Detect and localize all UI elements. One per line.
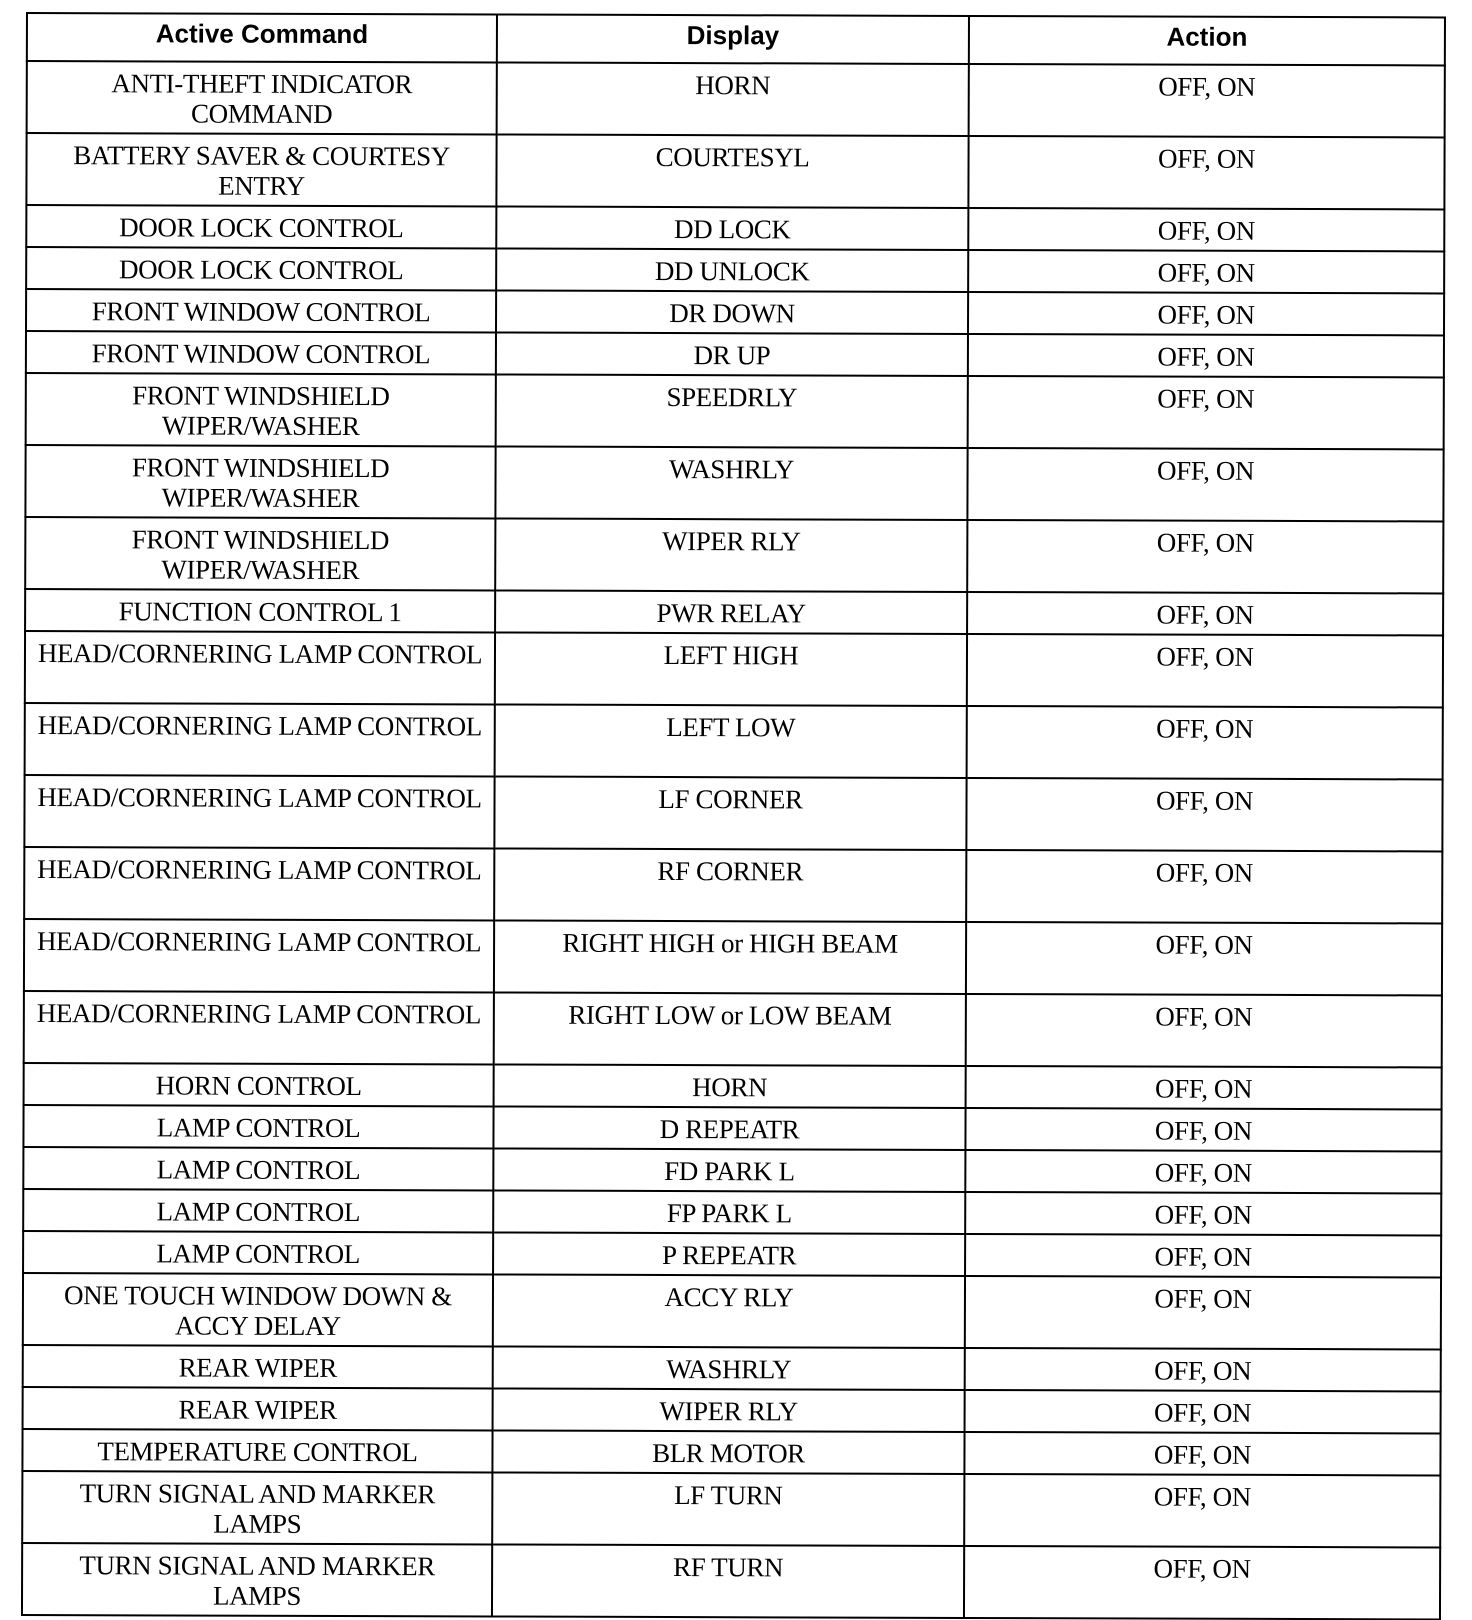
table-row (26, 331, 1444, 377)
cell-active-command: FUNCTION CONTROL 1 (25, 589, 495, 632)
cell-display: PWR RELAY (495, 590, 967, 633)
cell-display: RF CORNER (494, 848, 966, 921)
cell-display: RIGHT HIGH or HIGH BEAM (494, 920, 966, 993)
table-row (24, 1063, 1442, 1109)
cell-active-command: TURN SIGNAL AND MARKER LAMPS (22, 1543, 492, 1616)
cell-active-command: HEAD/CORNERING LAMP CONTROL (24, 919, 494, 992)
table-row (25, 631, 1443, 707)
cell-action: OFF, ON (967, 706, 1443, 779)
cell-active-command: DOOR LOCK CONTROL (26, 205, 496, 248)
cell-action: OFF, ON (969, 64, 1445, 137)
cell-active-command: LAMP CONTROL (23, 1189, 493, 1232)
table-row (23, 1105, 1441, 1151)
cell-display: HORN (494, 1064, 966, 1107)
cell-action: OFF, ON (966, 994, 1442, 1067)
cell-display: HORN (497, 62, 969, 135)
cell-display: WASHRLY (495, 446, 967, 519)
table-row (25, 589, 1443, 635)
cell-display: LF CORNER (494, 776, 966, 849)
cell-display: DD UNLOCK (496, 248, 968, 291)
cell-action: OFF, ON (967, 520, 1443, 593)
cell-action: OFF, ON (965, 1150, 1441, 1193)
table-row (23, 1273, 1441, 1349)
cell-display: ACCY RLY (493, 1274, 965, 1347)
table-row (24, 847, 1442, 923)
table-row (24, 919, 1442, 995)
cell-display: WIPER RLY (493, 1388, 965, 1431)
cell-action: OFF, ON (968, 376, 1444, 449)
cell-display: LF TURN (492, 1472, 964, 1545)
cell-active-command: FRONT WINDOW CONTROL (26, 289, 496, 332)
cell-action: OFF, ON (966, 1066, 1442, 1109)
header-active-command: Active Command (27, 13, 497, 62)
cell-display: WIPER RLY (495, 518, 967, 591)
cell-active-command: FRONT WINDSHIELD WIPER/WASHER (26, 373, 496, 446)
cell-active-command: REAR WIPER (23, 1387, 493, 1430)
cell-active-command: FRONT WINDSHIELD WIPER/WASHER (25, 517, 495, 590)
table-row (27, 61, 1445, 137)
cell-action: OFF, ON (967, 448, 1443, 521)
cell-active-command: FRONT WINDSHIELD WIPER/WASHER (25, 445, 495, 518)
cell-action: OFF, ON (966, 922, 1442, 995)
table-row (23, 1387, 1441, 1433)
cell-display: WASHRLY (493, 1346, 965, 1389)
cell-action: OFF, ON (966, 850, 1442, 923)
cell-active-command: ONE TOUCH WINDOW DOWN & ACCY DELAY (23, 1273, 493, 1346)
cell-active-command: BATTERY SAVER & COURTESY ENTRY (26, 133, 496, 206)
table-row (26, 133, 1444, 209)
table-row (23, 1345, 1441, 1391)
cell-action: OFF, ON (966, 778, 1442, 851)
table-row (22, 1429, 1440, 1475)
table-row (26, 205, 1444, 251)
cell-active-command: ANTI-THEFT INDICATOR COMMAND (27, 61, 497, 134)
header-row (27, 13, 1445, 65)
table-row (25, 445, 1443, 521)
cell-display: FP PARK L (493, 1190, 965, 1233)
cell-action: OFF, ON (965, 1234, 1441, 1277)
cell-action: OFF, ON (964, 1474, 1440, 1547)
cell-display: DD LOCK (496, 206, 968, 249)
cell-active-command: HEAD/CORNERING LAMP CONTROL (25, 631, 495, 704)
table-row (23, 1147, 1441, 1193)
active-command-table (21, 12, 1446, 1620)
table-row (26, 373, 1444, 449)
cell-active-command: HEAD/CORNERING LAMP CONTROL (25, 703, 495, 776)
cell-action: OFF, ON (968, 250, 1444, 293)
cell-active-command: HORN CONTROL (24, 1063, 494, 1106)
cell-display: DR DOWN (496, 290, 968, 333)
cell-active-command: LAMP CONTROL (23, 1231, 493, 1274)
table-row (23, 1189, 1441, 1235)
table-row (24, 775, 1442, 851)
table-row (22, 1543, 1440, 1619)
cell-display: SPEEDRLY (496, 374, 968, 447)
cell-display: P REPEATR (493, 1232, 965, 1275)
cell-action: OFF, ON (968, 292, 1444, 335)
cell-action: OFF, ON (964, 1546, 1440, 1619)
header-action: Action (969, 16, 1445, 65)
cell-action: OFF, ON (968, 136, 1444, 209)
cell-display: D REPEATR (493, 1106, 965, 1149)
table-row (24, 991, 1442, 1067)
header-display: Display (497, 14, 969, 63)
table-row (25, 703, 1443, 779)
table-row (26, 247, 1444, 293)
cell-action: OFF, ON (968, 334, 1444, 377)
cell-active-command: REAR WIPER (23, 1345, 493, 1388)
cell-action: OFF, ON (968, 208, 1444, 251)
cell-action: OFF, ON (967, 634, 1443, 707)
cell-action: OFF, ON (964, 1432, 1440, 1475)
cell-active-command: TEMPERATURE CONTROL (22, 1429, 492, 1472)
cell-action: OFF, ON (967, 592, 1443, 635)
cell-action: OFF, ON (965, 1276, 1441, 1349)
table-row (25, 517, 1443, 593)
cell-action: OFF, ON (965, 1108, 1441, 1151)
cell-display: FD PARK L (493, 1148, 965, 1191)
cell-active-command: HEAD/CORNERING LAMP CONTROL (24, 847, 494, 920)
cell-action: OFF, ON (965, 1192, 1441, 1235)
cell-action: OFF, ON (965, 1390, 1441, 1433)
cell-active-command: TURN SIGNAL AND MARKER LAMPS (22, 1471, 492, 1544)
cell-active-command: HEAD/CORNERING LAMP CONTROL (24, 991, 494, 1064)
cell-display: LEFT LOW (495, 704, 967, 777)
cell-action: OFF, ON (965, 1348, 1441, 1391)
table-row (22, 1471, 1440, 1547)
cell-display: RF TURN (492, 1544, 964, 1617)
table-row (26, 289, 1444, 335)
cell-display: LEFT HIGH (495, 632, 967, 705)
cell-display: BLR MOTOR (492, 1430, 964, 1473)
table-row (23, 1231, 1441, 1277)
cell-display: DR UP (496, 332, 968, 375)
cell-active-command: DOOR LOCK CONTROL (26, 247, 496, 290)
cell-display: RIGHT LOW or LOW BEAM (494, 992, 966, 1065)
cell-display: COURTESYL (496, 134, 968, 207)
cell-active-command: LAMP CONTROL (23, 1105, 493, 1148)
cell-active-command: LAMP CONTROL (23, 1147, 493, 1190)
cell-active-command: FRONT WINDOW CONTROL (26, 331, 496, 374)
cell-active-command: HEAD/CORNERING LAMP CONTROL (24, 775, 494, 848)
